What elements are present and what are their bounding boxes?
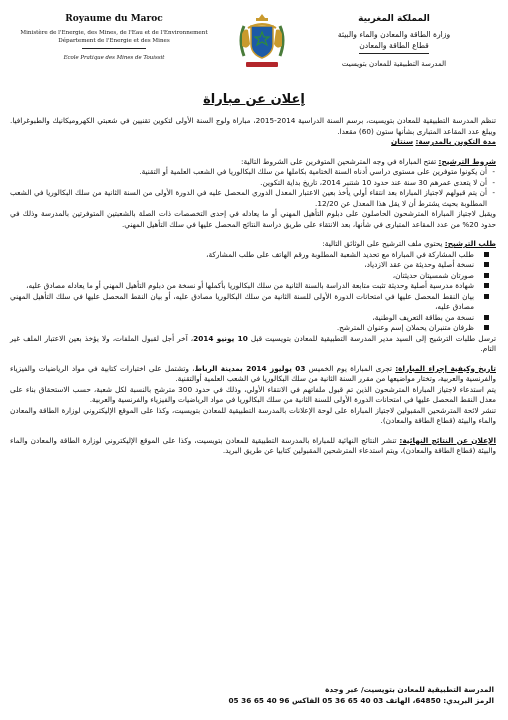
conditions-heading bbox=[10, 157, 496, 168]
exam-paragraph-2: يتم استدعاء لاجتياز المباراة المترشحون الذين تم قبول ملفاتهم في الانتقاء الأولي، وذلك في حدود 300 مترشح بالنسبة لكل شعبة، حسب الاستحقاق بناء على معدل النقط المحصل عليها في امتحانات الدورة الأولى للسنة الثانية من سلك البكالوريا في مواد الرياضيات والفيزياء والفرنسية والعربية. bbox=[10, 384, 496, 404]
conditions-lead: تفتح المباراة في وجه المترشحين المتوفرين على الشروط التالية: bbox=[241, 156, 437, 166]
kingdom-fr: Royaume du Maroc bbox=[65, 14, 163, 24]
conditions-note: ويقبل لاجتياز المباراة المترشحون الحاصلون على دبلوم التأهيل المهني أو ما يعادله في إحدى التخصصات ذات الصلة بالشعبتين المتوفرتين بالمدرسة وذلك في حدود 20% من عدد المقاعد المتبارى في شأنها، بعد الانتقاء على طريق دراسة النتائج المحصل عليها في سلك التأهيل المهني. bbox=[10, 209, 496, 229]
exam-p1-post: ، وتشتمل على اختبارات كتابية في مواد الرياضيات والفيزياء والفرنسية والعربية، وتختار مواضيعها من مقرر السنة الثانية من سلك البكالوريا في الشعب العلمية أوالتقنية. bbox=[10, 363, 496, 383]
document-item: بيان النقط المحصل عليها في امتحانات الدورة الأولى للسنة الثانية من سلك البكالوريا مصادق عليه، أو بيان النقط المحصل عليها في سلك التأهيل المهني مصادق عليه، bbox=[10, 292, 496, 313]
header-rule-fr bbox=[82, 48, 146, 49]
ministry-ar: وزارة الطاقة والمعادن والماء والبيئة bbox=[337, 30, 451, 39]
coat-of-arms-icon bbox=[234, 12, 290, 70]
header-french bbox=[14, 14, 214, 61]
intro-paragraph: تنظم المدرسة التطبيقية للمعادن بتويسيت، برسم السنة الدراسية 2014-2015، مباراة ولوج السنة الأولى لتكوين تقنيين في شعبتي الكهروميكانيك والطبوغرافيا. ويبلغ عدد المقاعد المتبارى بشأنها ستون (60) مقعدا. bbox=[10, 116, 496, 136]
results-label: الإعلان عن النتائج النهائية: bbox=[399, 435, 496, 445]
application-send bbox=[10, 334, 496, 355]
school-ar: المدرسة التطبيقية للمعادن بتويسيت bbox=[341, 60, 447, 68]
document-item: نسخة من بطاقة التعريف الوطنية، bbox=[10, 313, 496, 324]
document-item: شهادة مدرسية أصلية وحديثة تثبت متابعة الدراسة بالسنة الثانية من سلك البكالوريا بأكملها أو نسخة من دبلوم التأهيل المهني أو ما يعادله مصادق عليه، bbox=[10, 281, 496, 292]
application-label: طلب الترشيح: bbox=[444, 239, 496, 248]
footer-contact bbox=[10, 684, 494, 706]
conditions-label: شروط الترشيح: bbox=[438, 156, 496, 166]
ministry-fr: Ministère de l'Energie, des Mines, de l'Eau et de l'Environnement bbox=[20, 30, 208, 36]
exam-paragraph-3: تنشر لائحة المترشحين المقبولين لاجتياز المباراة على لوحة الإعلانات بالمدرسة التطبيقية للمعادن بتويسيت، وكذا على الموقع الإليكتروني لوزارة الطاقة والمعادن والماء والبيئة (قطاع الطاقة والمعادن). bbox=[10, 405, 496, 425]
results-paragraph bbox=[10, 436, 496, 457]
condition-item: - أن يتم قبولهم لاجتياز المباراة بعد انتقاء أولي يأخذ بعين الاعتبار المعدل الدوري المحصل عليه في الدورة الأولى من السنة الثانية من سلك البكالوريا في الشعب المطلوبة بحيث يشترط أن لا يقل هذا المعدل عن 12/20. bbox=[10, 188, 496, 209]
header-rule-ar bbox=[359, 53, 429, 54]
school-fr: Ecole Pratique des Mines de Touissit bbox=[63, 55, 165, 61]
sector-ar: قطاع الطاقة والمعادن bbox=[359, 41, 429, 50]
exam-date: 03 يوليوز 2014 بمدينة الرباط bbox=[194, 363, 306, 373]
department-fr: Département de l'Energie et des Mines bbox=[58, 38, 170, 44]
condition-item: - أن يكونوا متوفرين على مستوى دراسي أدناه السنة الختامية بكاملها من سلك البكالوريا في الشعب العلمية أو التقنية. bbox=[10, 167, 496, 178]
application-heading bbox=[10, 239, 496, 250]
document-item: ظرفان متنبران يحملان إسم وعنوان المترشح. bbox=[10, 323, 496, 334]
training-duration bbox=[10, 137, 496, 148]
training-label: مدة التكوين بالمدرسة: bbox=[415, 137, 496, 146]
exam-paragraph-1 bbox=[10, 364, 496, 385]
document-item: نسخة أصلية وحديثة من عقد الازدياد، bbox=[10, 260, 496, 271]
footer-address: المدرسة التطبيقية للمعادن بتويسيت/ عبر وجدة bbox=[325, 685, 494, 694]
results-text: تنشر النتائج النهائية للمباراة بالمدرسة التطبيقية للمعادن بتويسيت، وكذا على الموقع الإليكتروني لوزارة الطاقة والمعادن والماء والبيئة (قطاع الطاقة والمعادن)، ويتم استدعاء المترشحين المقبولين كتابيا عن طريق البريد. bbox=[10, 435, 496, 455]
send-deadline: 10 يونيو 2014 bbox=[193, 333, 248, 343]
application-lead: يحتوي ملف الترشيح على الوثائق التالية: bbox=[322, 239, 443, 248]
training-value: سنتان bbox=[391, 137, 414, 146]
footer-phones: الرمز البريدي: 64850، الهاتف 03 40 65 36 05 الفاكس 96 40 65 36 05 bbox=[228, 696, 494, 705]
document-item: صورتان شمسيتان حديثتان، bbox=[10, 271, 496, 282]
announcement-title: إعلان عن مباراة bbox=[203, 92, 305, 107]
send-post: ، آخر أجل لقبول الملفات، ولا يؤخذ بعين الاعتبار الملف غير التام. bbox=[10, 333, 496, 353]
announcement-body bbox=[10, 116, 496, 457]
exam-label: تاريخ وكيفية إجراء المباراة: bbox=[395, 363, 496, 373]
header-arabic bbox=[294, 14, 494, 68]
exam-p1-pre: تجرى المباراة يوم الخميس bbox=[308, 363, 393, 373]
kingdom-ar: المملكة المغربية bbox=[358, 14, 430, 24]
condition-item: - أن لا يتعدى عمرهم 30 سنة عند حدود 10 شتنبر 2014، تاريخ بداية التكوين. bbox=[10, 178, 496, 189]
document-item: طلب المشاركة في المباراة مع تحديد الشعبة المطلوبة ورقم الهاتف على طلب المشاركة، bbox=[10, 250, 496, 261]
send-pre: ترسل طلبات الترشيح إلى السيد مدير المدرسة التطبيقية للمعادن بتويسيت قبل bbox=[250, 333, 497, 343]
